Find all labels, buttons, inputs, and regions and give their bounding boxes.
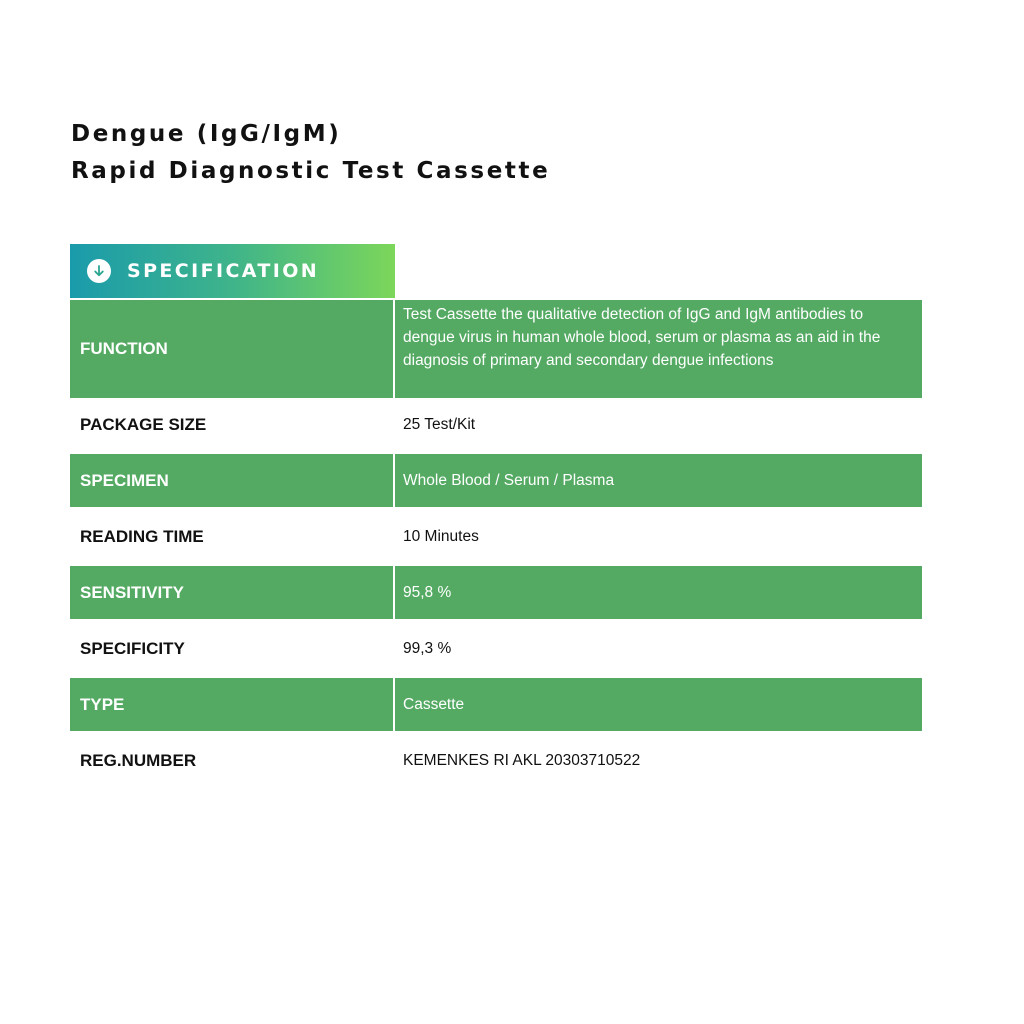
spec-value-reg-number: KEMENKES RI AKL 20303710522: [403, 752, 641, 769]
spec-value-type: Cassette: [403, 696, 465, 713]
spec-row-reading-time: [70, 510, 922, 563]
spec-value-reading-time: 10 Minutes: [403, 528, 479, 545]
title-line-1: Dengue (IgG/IgM): [71, 121, 342, 147]
specification-table: [70, 300, 922, 787]
spec-row-reg-number: [70, 734, 922, 787]
spec-row-specificity: [70, 622, 922, 675]
spec-label-specimen: SPECIMEN: [70, 454, 395, 507]
spec-row-function: [70, 300, 922, 398]
spec-label-sensitivity: SENSITIVITY: [70, 566, 395, 619]
spec-label-package-size: PACKAGE SIZE: [70, 398, 395, 451]
specification-title: SPECIFICATION: [127, 260, 320, 282]
spec-value-function: Test Cassette the qualitative detection of IgG and IgM antibodies to dengue virus in human whole blood, serum or plasma as an aid in the diagnosis of primary and secondary dengue infections: [403, 306, 881, 369]
spec-value-sensitivity: 95,8 %: [403, 584, 452, 601]
arrow-down-circle-icon: [87, 259, 111, 283]
page-title: [71, 116, 550, 190]
spec-label-specificity: SPECIFICITY: [70, 622, 395, 675]
spec-label-reading-time: READING TIME: [70, 510, 395, 563]
spec-row-sensitivity: [70, 566, 922, 619]
spec-row-package-size: [70, 398, 922, 451]
title-line-2: Rapid Diagnostic Test Cassette: [71, 158, 551, 184]
spec-value-specificity: 99,3 %: [403, 640, 452, 657]
spec-value-package-size: 25 Test/Kit: [403, 416, 476, 433]
spec-label-reg-number: REG.NUMBER: [70, 734, 395, 787]
spec-label-type: TYPE: [70, 678, 395, 731]
spec-value-specimen: Whole Blood / Serum / Plasma: [403, 472, 615, 489]
spec-label-function: FUNCTION: [70, 300, 395, 398]
spec-row-type: [70, 678, 922, 731]
spec-row-specimen: [70, 454, 922, 507]
specification-header: [70, 244, 395, 298]
